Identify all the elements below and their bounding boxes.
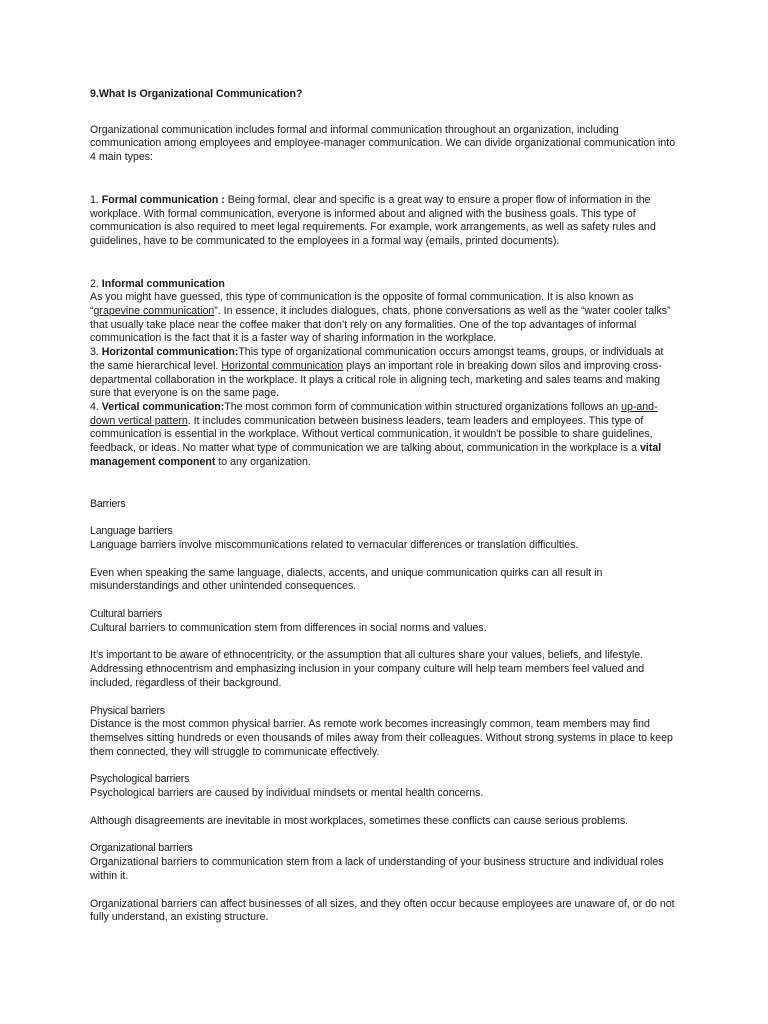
organizational-barriers-text-1: Organizational barriers to communication stem from a lack of understanding of your business structure and individual roles within it. xyxy=(90,856,664,882)
formal-text: Being formal, clear and specific is a great way to ensure a proper flow of information in the workplace. With formal communication, everyone is informed about and aligned with the business goals. This type of communication is also required to meet legal requirements. For example, work arrangements, as well as safety rules and guidelines, have to be communicated to the employees in a formal way (emails, printed documents). xyxy=(90,193,656,247)
vertical-text-1: The most common form of communication within structured organizations follows an xyxy=(224,400,622,413)
cultural-barriers-heading: Cultural barriers xyxy=(90,607,162,620)
cultural-barriers-text-1: Cultural barriers to communication stem from differences in social norms and values. xyxy=(90,621,487,634)
page-title: 9.What Is Organizational Communication? xyxy=(90,88,303,100)
horizontal-communication-link[interactable]: Horizontal communication xyxy=(221,359,344,372)
grapevine-link[interactable]: grapevine communication xyxy=(93,305,215,318)
horizontal-text-1: This type of organizational communication occurs amongst teams, groups, or individuals at the same hierarchical level. xyxy=(90,346,664,372)
horizontal-number: 3. xyxy=(90,346,102,359)
physical-barriers-text: Distance is the most common physical barrier. As remote work becomes increasingly common, team members may find themselves sitting hundreds or even thousands of miles away from their colleagues. Without strong systems in place to keep them connected, they will struggle to communicate effectively. xyxy=(90,718,673,758)
vertical-text-3: to any organization. xyxy=(215,455,311,468)
formal-number: 1. xyxy=(90,193,102,206)
formal-label: Formal communication : xyxy=(101,193,225,206)
vertical-number: 4. xyxy=(90,400,102,413)
horizontal-label: Horizontal communication: xyxy=(101,346,239,359)
psychological-barriers-text-2: Although disagreements are inevitable in most workplaces, sometimes these conflicts can cause serious problems. xyxy=(90,814,629,827)
informal-paragraph xyxy=(90,291,680,346)
informal-text-1: As you might have guessed, this type of communication is the opposite of formal communication. It is also known as “ xyxy=(90,291,634,318)
informal-label: Informal communication xyxy=(101,277,225,290)
language-barriers-text-2: Even when speaking the same language, dialects, accents, and unique communication quirks can all result in misunderstandings and other unintended consequences. xyxy=(90,566,603,593)
psychological-barriers-heading: Psychological barriers xyxy=(90,773,190,786)
vertical-paragraph xyxy=(90,401,680,470)
vertical-label: Vertical communication: xyxy=(101,400,225,413)
horizontal-paragraph xyxy=(90,346,680,401)
physical-barriers-heading: Physical barriers xyxy=(90,704,165,717)
organizational-barriers-heading: Organizational barriers xyxy=(90,842,193,855)
vital-management-component: vital management component xyxy=(90,442,662,468)
intro-paragraph: Organizational communication includes formal and informal communication throughout an organization, including communication among employees and employee-manager communication. We can divide organizational communication into 4 main types: xyxy=(90,123,676,164)
cultural-barriers-text-2: It’s important to be aware of ethnocentricity, or the assumption that all cultures share your values, beliefs, and lifestyle. Addressing ethnocentrism and emphasizing inclusion in your company culture will help team members feel valued and included, regardless of their background. xyxy=(90,649,645,689)
organizational-barriers-text-2: Organizational barriers can affect businesses of all sizes, and they often occur because employees are unaware of, or do not fully understand, an existing structure. xyxy=(90,897,675,924)
horizontal-text-2: plays an important role in breaking down silos and improving cross-departmental collaboration in the workplace. It plays a critical role in aligning tech, marketing and sales teams and making sure that everyone is on the same page. xyxy=(90,359,662,400)
informal-number: 2. xyxy=(90,277,102,290)
vertical-pattern-link[interactable]: up-and-down vertical pattern xyxy=(90,400,658,427)
informal-heading xyxy=(90,278,680,292)
formal-paragraph xyxy=(90,194,680,249)
language-barriers-text-1: Language barriers involve miscommunications related to vernacular differences or translation difficulties. xyxy=(90,538,579,551)
vertical-text-2: . It includes communication between business leaders, team leaders and employees. This type of communication is essential in the workplace. Without vertical communication, it wouldn't be possible to share guidelines, feedback, or ideas. No matter what type of communication we are talking about, communication in the workplace is a xyxy=(90,414,653,455)
language-barriers-heading: Language barriers xyxy=(90,525,173,538)
document-page xyxy=(90,88,680,925)
barriers-heading: Barriers xyxy=(90,498,126,511)
informal-text-2: ”. In essence, it includes dialogues, chats, phone conversations as well as the “water cooler talks” that usually take place near the coffee maker that don’t rely on any formalities. One of the top advantages of informal communication is the fact that it is a faster way of sharing information in the workplace. xyxy=(90,305,671,345)
psychological-barriers-text-1: Psychological barriers are caused by individual mindsets or mental health concerns. xyxy=(90,787,484,800)
